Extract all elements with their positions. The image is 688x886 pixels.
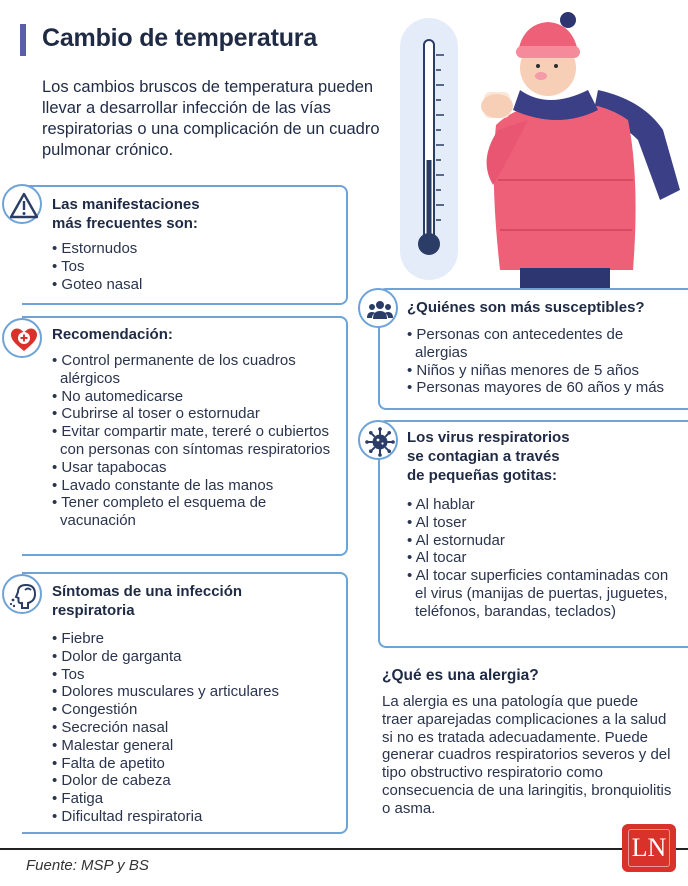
list-item: • Congestión	[52, 701, 332, 719]
list-item: • Niños y niñas menores de 5 años	[407, 362, 677, 380]
virus-title: Los virus respiratorios se contagian a través de pequeñas gotitas:	[407, 429, 570, 484]
list-item: • Usar tapabocas	[52, 459, 332, 477]
list-item: • Secreción nasal	[52, 719, 332, 737]
person-figure	[481, 12, 680, 288]
source-caption: Fuente: MSP y BS	[26, 857, 149, 874]
list-item: • Al hablar	[407, 496, 677, 514]
list-item: • Cubrirse al toser o estornudar	[52, 405, 332, 423]
susceptibles-list	[407, 326, 677, 397]
manifestaciones-title: Las manifestaciones más frecuentes son:	[52, 196, 200, 232]
list-item: • Al toser	[407, 514, 677, 532]
cold-person-illustration	[398, 10, 688, 290]
ln-logo: LN	[622, 824, 676, 872]
list-item: • Dificultad respiratoria	[52, 808, 332, 826]
virus-icon-badge	[358, 420, 398, 460]
intro-paragraph: Los cambios bruscos de temperatura pueden llevar a desarrollar infección de las vías respiratorias o una complicación de un cuadro pulmonar crónico.	[42, 78, 380, 159]
sneezing-head-icon	[8, 580, 40, 612]
list-item: • Goteo nasal	[52, 276, 332, 294]
thermometer-icon	[400, 18, 458, 280]
alergia-title: ¿Qué es una alergia?	[382, 667, 539, 684]
list-item: • Estornudos	[52, 240, 332, 258]
list-item: • Fatiga	[52, 790, 332, 808]
alergia-text: La alergia es una patología que puede traer aparejadas complicaciones a la salud si no es tratada adecuadamente. Puede generar cuadros respiratorios severos y del tipo obstructivo respiratorio como consecuencia de una laringitis, bronquiolitis o asma.	[382, 693, 672, 817]
list-item: • Falta de apetito	[52, 755, 332, 773]
heart-plus-icon	[8, 324, 40, 356]
virus-icon	[364, 426, 396, 458]
recomendacion-title: Recomendación:	[52, 326, 173, 343]
susceptibles-title: ¿Quiénes son más susceptibles?	[407, 299, 645, 316]
list-item: • Personas mayores de 60 años y más	[407, 379, 677, 397]
list-item: • Fiebre	[52, 630, 332, 648]
virus-list	[407, 496, 677, 621]
list-item: • Dolor de garganta	[52, 648, 332, 666]
group-icon	[364, 294, 396, 326]
footer-divider	[0, 848, 688, 850]
sintomas-icon-badge	[2, 574, 42, 614]
page-title: Cambio de temperatura	[42, 24, 318, 52]
sintomas-list	[52, 630, 332, 826]
sintomas-title: Síntomas de una infección respiratoria	[52, 583, 243, 619]
list-item: • Al tocar superficies contaminadas con el virus (manijas de puertas, juguetes, teléfonos, barandas, teclados)	[407, 567, 677, 620]
list-item: • Evitar compartir mate, tereré o cubiertos con personas con síntomas respiratorios	[52, 423, 332, 459]
list-item: • Dolores musculares y articulares	[52, 683, 332, 701]
list-item: • Control permanente de los cuadros alérgicos	[52, 352, 332, 388]
list-item: • Dolor de cabeza	[52, 772, 332, 790]
list-item: • Malestar general	[52, 737, 332, 755]
list-item: • Lavado constante de las manos	[52, 477, 332, 495]
list-item: • Al tocar	[407, 549, 677, 567]
list-item: • Al estornudar	[407, 532, 677, 550]
recomendacion-icon-badge	[2, 318, 42, 358]
list-item: • Personas con antecedentes de alergias	[407, 326, 677, 362]
list-item: • Tos	[52, 666, 332, 684]
title-accent-bar	[20, 24, 26, 56]
list-item: • Tener completo el esquema de vacunación	[52, 494, 332, 530]
manifestaciones-icon-badge	[2, 184, 42, 224]
warning-icon	[8, 190, 40, 222]
list-item: • Tos	[52, 258, 332, 276]
manifestaciones-list	[52, 240, 332, 293]
susceptibles-icon-badge	[358, 288, 398, 328]
list-item: • No automedicarse	[52, 388, 332, 406]
recomendacion-list	[52, 352, 332, 530]
